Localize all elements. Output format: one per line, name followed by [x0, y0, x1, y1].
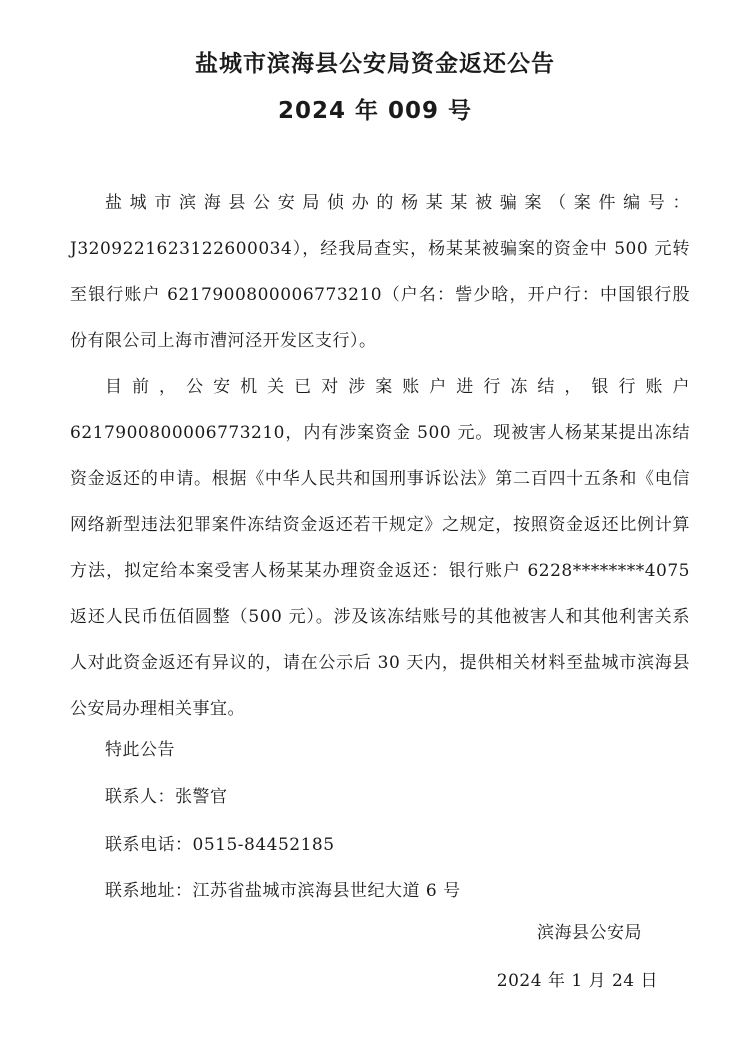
contact-person: 联系人：张警官: [105, 787, 228, 807]
closing-notice: 特此公告: [105, 740, 175, 760]
paragraph-refund-details: 目前，公安机关已对涉案账户进行冻结，银行账户 6217900800006773210，内有涉案资金 500 元。现被害人杨某某提出冻结资金返还的申请。根据《中华人民共和国刑事诉讼法》第二百四十五条和《电信网络新型违法犯罪案件冻结资金返还若干规定》之规定，按照资金返还比例计算方法，拟定给本案受害人杨某某办理资金返还：银行账户 6228********4075 返还人民币伍佰圆整（500 元）。涉及该冻结账号的其他被害人和其他利害关系人对此资金返还有异议的，请在公示后 30 天内，提供相关材料至盐城市滨海县公安局办理相关事宜。: [70, 377, 690, 719]
issue-date: 2024 年 1 月 24 日: [496, 971, 658, 991]
contact-address: 联系地址：江苏省盐城市滨海县世纪大道 6 号: [105, 881, 461, 901]
document-body: [70, 180, 690, 732]
paragraph-case-summary: 盐城市滨海县公安局侦办的杨某某被骗案（案件编号：J3209221623122600034），经我局查实，杨某某被骗案的资金中 500 元转至银行账户 6217900800006773210（户名：訾少晗，开户行：中国银行股份有限公司上海市漕河泾开发区支行）。: [70, 193, 690, 351]
contact-phone: 联系电话：0515-84452185: [105, 835, 335, 855]
document-title: 盐城市滨海县公安局资金返还公告: [195, 51, 555, 77]
issuer-signature: 滨海县公安局: [537, 923, 642, 943]
document-number: 2024 年 009 号: [277, 98, 473, 124]
